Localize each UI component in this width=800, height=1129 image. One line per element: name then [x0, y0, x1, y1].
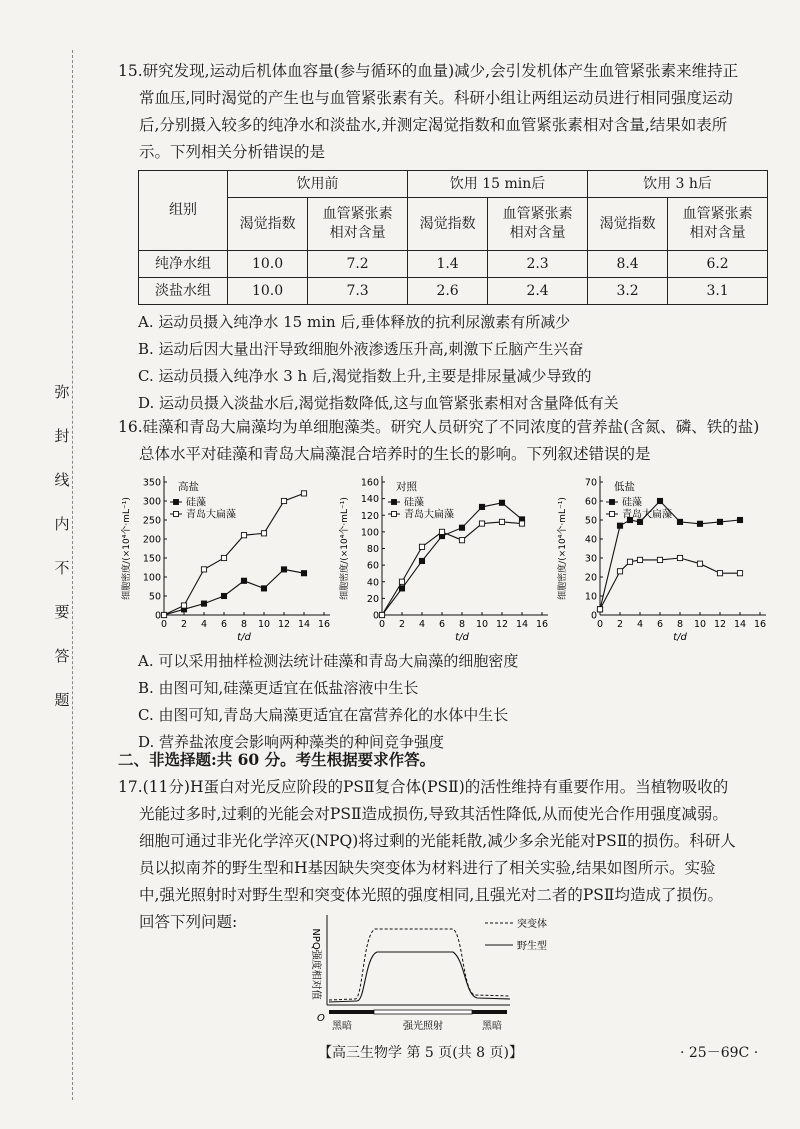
seal-char: 要: [54, 603, 70, 621]
y-tick-label: 50: [148, 591, 161, 603]
x-tick-label: 8: [676, 619, 684, 630]
mutant-curve: [329, 929, 510, 1000]
data-point: [737, 571, 742, 576]
question-16: [118, 414, 768, 468]
seal-char: 弥: [54, 383, 70, 401]
x-tick-label: 8: [458, 619, 466, 630]
y-tick-label: 20: [584, 572, 597, 584]
legend-label: 硅藻: [622, 497, 642, 509]
footer-page-info: 【高三生物学 第 5 页(共 8 页)】: [318, 1045, 523, 1061]
x-tick-label: 14: [515, 619, 529, 630]
table-sub-angiotensin: [668, 198, 768, 251]
q17-line: 员以拟南芥的野生型和H基因缺失突变体为材料进行了相关实验,结果如图所示。实验: [139, 859, 716, 877]
q15-line: 后,分别摄入较多的纯净水和淡盐水,并测定渴觉指数和血管紧张素相对含量,结果如表所: [139, 116, 728, 134]
angio-line-2: 相对含量: [329, 225, 386, 241]
table-header-period: 饮用 3 h后: [588, 171, 768, 198]
light-bar: [374, 1010, 472, 1014]
phase-label: 黑暗: [332, 1021, 352, 1032]
q15-option-b: B. 运动后因大量出汗导致细胞外液渗透压升高,刺激下丘脑产生兴奋: [138, 340, 584, 358]
data-point: [201, 567, 206, 572]
y-axis-label: 细胞密度/(×10⁴个·mL⁻¹): [558, 497, 568, 600]
x-tick-label: 12: [713, 619, 727, 630]
data-point: [479, 504, 484, 509]
q16-charts: [118, 468, 768, 643]
x-tick-label: 12: [495, 619, 509, 630]
q17-line: 细胞可通过非光化学淬灭(NPQ)将过剩的光能耗散,减少多余光能对PSⅡ的损伤。科研人: [139, 832, 736, 850]
angio-line-1: 血管紧张素: [502, 206, 573, 222]
data-point: [399, 579, 404, 584]
data-point: [657, 557, 662, 562]
y-tick-label: 20: [366, 593, 379, 605]
x-tick-label: 16: [317, 619, 331, 630]
x-axis-label: t/d: [455, 632, 469, 643]
x-tick-label: 10: [257, 619, 271, 630]
q16-option-b: B. 由图可知,硅藻更适宜在低盐溶液中生长: [138, 679, 419, 697]
cell: 1.4: [408, 251, 488, 278]
legend-label: 硅藻: [186, 497, 206, 509]
row-name: 纯净水组: [139, 251, 228, 278]
data-point: [281, 498, 286, 503]
data-point: [301, 571, 306, 576]
legend-label: 青岛大扁藻: [186, 509, 236, 521]
table-row: [139, 278, 768, 305]
y-tick-label: 0: [590, 610, 597, 622]
y-tick-label: 120: [360, 510, 379, 522]
x-tick-label: 2: [616, 619, 624, 630]
table-sub-thirst: 渴觉指数: [228, 198, 308, 251]
data-point: [221, 555, 226, 560]
table-sub-angiotensin: [488, 198, 588, 251]
cell: 3.1: [668, 278, 768, 305]
angio-line-2: 相对含量: [509, 225, 566, 241]
x-tick-label: 2: [398, 619, 406, 630]
cell: 7.3: [308, 278, 408, 305]
legend-label: 青岛大扁藻: [622, 509, 672, 521]
chart-npq: [305, 905, 575, 1040]
data-point: [717, 571, 722, 576]
q15-line: 示。下列相关分析错误的是: [139, 143, 326, 161]
legend-label: 突变体: [517, 919, 547, 930]
y-tick-label: 250: [142, 515, 161, 527]
series-line: [382, 522, 522, 615]
y-axis-label: 细胞密度/(×10⁴个·mL⁻¹): [122, 497, 132, 600]
legend-label: 野生型: [517, 941, 547, 952]
x-tick-label: 10: [693, 619, 707, 630]
q17-line: 17.(11分)H蛋白对光反应阶段的PSⅡ复合体(PSⅡ)的活性维持有重要作用。当植物吸收的: [118, 778, 729, 796]
chart-high-salt: [118, 468, 338, 643]
binding-line: [72, 50, 73, 1100]
legend-label: 青岛大扁藻: [404, 509, 454, 521]
q16-option-a: A. 可以采用抽样检测法统计硅藻和青岛大扁藻的细胞密度: [138, 652, 519, 670]
y-axis-label: 细胞密度/(×10⁴个·mL⁻¹): [340, 497, 350, 600]
chart-title: 低盐: [614, 481, 635, 493]
phase-label: 强光照射: [403, 1021, 443, 1032]
q17-line: 中,强光照射时对野生型和突变体光照的强度相同,且强光对二者的PSⅡ均造成了损伤。: [139, 886, 723, 904]
data-point: [737, 517, 742, 522]
seal-char: 线: [54, 471, 70, 489]
y-tick-label: 40: [584, 534, 597, 546]
angio-line-1: 血管紧张素: [322, 206, 393, 222]
wildtype-curve: [329, 952, 510, 1002]
q15-option-c: C. 运动员摄入纯净水 3 h 后,渴觉指数上升,主要是排尿量减少导致的: [138, 367, 592, 385]
legend-marker: [610, 500, 615, 505]
legend-label: 硅藻: [404, 497, 424, 509]
data-point: [677, 519, 682, 524]
y-tick-label: 200: [142, 534, 161, 546]
data-point: [281, 567, 286, 572]
x-axis-label: t/d: [673, 632, 687, 643]
data-point: [419, 544, 424, 549]
x-tick-label: 2: [180, 619, 188, 630]
data-point: [697, 561, 702, 566]
legend-marker: [392, 512, 397, 517]
data-point: [597, 607, 602, 612]
x-tick-label: 10: [475, 619, 489, 630]
y-tick-label: 80: [366, 544, 379, 555]
table-header-period: 饮用 15 min后: [408, 171, 588, 198]
q15-table: [138, 170, 768, 305]
angio-line-2: 相对含量: [689, 225, 746, 241]
legend-marker: [174, 512, 179, 517]
q15-line: 15.研究发现,运动后机体血容量(参与循环的血量)减少,会引发机体产生血管紧张素来维持正: [118, 62, 739, 80]
data-point: [677, 555, 682, 560]
q15-option-d: D. 运动员摄入淡盐水后,渴觉指数降低,这与血管紧张素相对含量降低有关: [138, 394, 619, 412]
data-point: [617, 523, 622, 528]
data-point: [399, 586, 404, 591]
x-tick-label: 0: [378, 619, 386, 630]
x-tick-label: 4: [636, 619, 644, 630]
x-tick-label: 4: [418, 619, 426, 630]
seal-char: 封: [54, 427, 70, 445]
table-header-period: 饮用前: [228, 171, 408, 198]
cell: 6.2: [668, 251, 768, 278]
y-tick-label: 70: [584, 477, 597, 489]
origin-label: O: [317, 1013, 325, 1024]
legend-marker: [610, 512, 615, 517]
x-tick-label: 0: [160, 619, 168, 630]
cell: 2.6: [408, 278, 488, 305]
chart-low-salt: [554, 468, 769, 643]
q15-option-a: A. 运动员摄入纯净水 15 min 后,垂体释放的抗利尿激素有所减少: [138, 313, 571, 331]
dark-bar: [472, 1010, 507, 1014]
y-tick-label: 30: [584, 553, 597, 565]
y-tick-label: 10: [584, 591, 597, 603]
data-point: [439, 529, 444, 534]
q16-options: [118, 648, 768, 756]
seal-char: 不: [54, 559, 70, 577]
y-tick-label: 40: [366, 577, 379, 589]
seal-char: 题: [54, 691, 70, 709]
data-point: [479, 521, 484, 526]
y-tick-label: 60: [366, 560, 379, 572]
question-15: [118, 58, 768, 417]
table-sub-thirst: 渴觉指数: [588, 198, 668, 251]
section-two-heading: 二、非选择题:共 60 分。考生根据要求作答。: [118, 750, 436, 769]
chart-control: [336, 468, 556, 643]
x-tick-label: 0: [596, 619, 604, 630]
y-tick-label: 60: [584, 496, 597, 508]
data-point: [261, 531, 266, 536]
data-point: [637, 557, 642, 562]
legend-marker: [392, 500, 397, 505]
x-tick-label: 12: [277, 619, 291, 630]
data-point: [261, 586, 266, 591]
data-point: [161, 612, 166, 617]
x-axis-label: t/d: [237, 632, 251, 643]
angio-line-1: 血管紧张素: [682, 206, 753, 222]
data-point: [201, 601, 206, 606]
dark-bar: [329, 1010, 374, 1014]
q16-option-d: D. 营养盐浓度会影响两种藻类的种间竞争强度: [138, 733, 445, 751]
seal-char: 答: [54, 647, 70, 665]
footer-code: · 25－69C ·: [680, 1045, 759, 1061]
seal-char: 内: [54, 515, 70, 533]
q16-line: 总体水平对硅藻和青岛大扁藻混合培养时的生长的影响。下列叙述错误的是: [139, 445, 651, 463]
y-tick-label: 50: [584, 515, 597, 527]
y-tick-label: 0: [154, 610, 161, 622]
chart-title: 高盐: [178, 481, 199, 493]
y-axis-label: NPQ强度相对值: [310, 928, 321, 1000]
y-tick-label: 0: [372, 610, 379, 622]
y-tick-label: 100: [360, 527, 379, 539]
y-tick-label: 160: [360, 477, 379, 489]
cell: 3.2: [588, 278, 668, 305]
x-tick-label: 6: [220, 619, 228, 630]
cell: 10.0: [228, 278, 308, 305]
binding-seal-text: [52, 370, 72, 722]
cell: 7.2: [308, 251, 408, 278]
x-tick-label: 6: [438, 619, 446, 630]
data-point: [241, 578, 246, 583]
table-header-group: 组别: [139, 171, 228, 251]
x-tick-label: 14: [733, 619, 747, 630]
legend-marker: [174, 500, 179, 505]
cell: 2.4: [488, 278, 588, 305]
y-tick-label: 150: [142, 553, 161, 565]
data-point: [181, 603, 186, 608]
x-tick-label: 16: [753, 619, 767, 630]
data-point: [717, 519, 722, 524]
table-row: [139, 251, 768, 278]
data-point: [419, 558, 424, 563]
q16-option-c: C. 由图可知,青岛大扁藻更适宜在富营养化的水体中生长: [138, 706, 509, 724]
y-tick-label: 300: [142, 496, 161, 508]
q17-line: 光能过多时,过剩的光能会对PSⅡ造成损伤,导致其活性降低,从而使光合作用强度减弱。: [139, 805, 728, 823]
x-tick-label: 6: [656, 619, 664, 630]
data-point: [697, 521, 702, 526]
y-tick-label: 140: [360, 494, 379, 506]
data-point: [499, 500, 504, 505]
x-tick-label: 8: [240, 619, 248, 630]
data-point: [657, 498, 662, 503]
x-tick-label: 14: [297, 619, 311, 630]
y-tick-label: 350: [142, 477, 161, 489]
data-point: [241, 533, 246, 538]
row-name: 淡盐水组: [139, 278, 228, 305]
q16-line: 16.硅藻和青岛大扁藻均为单细胞藻类。研究人员研究了不同浓度的营养盐(含氮、磷、铁的盐): [118, 418, 760, 436]
data-point: [627, 559, 632, 564]
chart-title: 对照: [396, 481, 417, 493]
x-tick-label: 4: [200, 619, 208, 630]
data-point: [459, 538, 464, 543]
data-point: [617, 569, 622, 574]
q17-line: 回答下列问题:: [139, 913, 238, 931]
phase-label: 黑暗: [482, 1021, 502, 1032]
data-point: [301, 491, 306, 496]
x-tick-label: 16: [535, 619, 549, 630]
table-sub-thirst: 渴觉指数: [408, 198, 488, 251]
data-point: [519, 521, 524, 526]
y-tick-label: 100: [142, 572, 161, 584]
q15-line: 常血压,同时渴觉的产生也与血管紧张素有关。科研小组让两组运动员进行相同强度运动: [139, 89, 733, 107]
data-point: [499, 519, 504, 524]
data-point: [459, 525, 464, 530]
cell: 2.3: [488, 251, 588, 278]
data-point: [379, 612, 384, 617]
data-point: [221, 593, 226, 598]
cell: 10.0: [228, 251, 308, 278]
series-line: [600, 558, 740, 609]
cell: 8.4: [588, 251, 668, 278]
table-sub-angiotensin: [308, 198, 408, 251]
